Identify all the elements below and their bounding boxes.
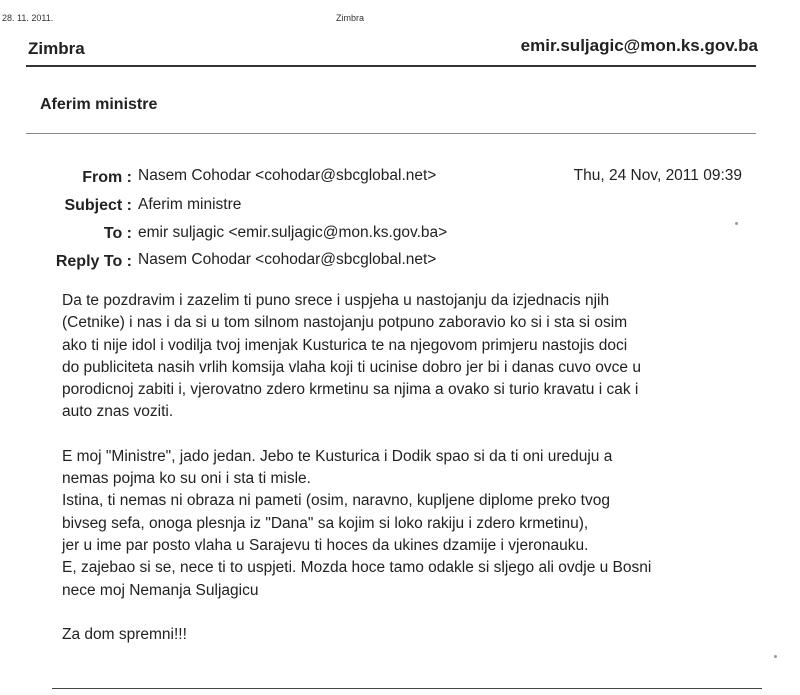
from-value[interactable]: Nasem Cohodar <cohodar@sbcglobal.net>: [138, 167, 437, 184]
body-closing: Za dom spremni!!!: [62, 625, 187, 643]
print-title: Zimbra: [336, 13, 365, 23]
from-label: From :: [82, 169, 132, 186]
body-line: Da te pozdravim i zazelim ti puno srece i uspjeha u nastojanju da izjednacis njih: [62, 292, 610, 309]
body-line: ako ti nije idol i vodilja tvoj imenjak Kusturica te na njegovom primjeru nastojis doci: [62, 336, 628, 354]
message-subject-title: Aferim ministre: [40, 96, 158, 113]
reply-to-value[interactable]: Nasem Cohodar <cohodar@sbcglobal.net>: [138, 251, 437, 268]
message-body: [62, 290, 762, 646]
to-value[interactable]: emir suljagic <emir.suljagic@mon.ks.gov.ba>: [138, 224, 448, 241]
body-line: auto znas voziti.: [62, 403, 174, 421]
footer-divider: [52, 688, 762, 689]
body-line: jer u ime par posto vlaha u Sarajevu ti hoces da ukines dzamije i vjeronauku.: [62, 536, 589, 554]
subject-divider: [26, 133, 756, 134]
message-date: Thu, 24 Nov, 2011 09:39: [573, 167, 742, 184]
scan-speck: [774, 655, 777, 658]
subject-label: Subject :: [64, 197, 132, 214]
body-line: E, zajebao si se, nece ti to uspjeti. Mozda hoce tamo odakle si sljego ali ovdje u Bosni: [62, 559, 652, 577]
body-line: do publiciteta nasih vrlih komsija vlaha koji ti ucinise dobro jer bi i danas cuvo ovce u: [62, 358, 641, 376]
body-line: E moj "Ministre", jado jedan. Jebo te Kusturica i Dodik spao si da ti oni ureduju a: [62, 447, 613, 465]
app-name: Zimbra: [28, 39, 85, 58]
body-line: nemas pojma ko su oni i sta ti misle.: [62, 470, 311, 488]
body-line: Istina, ti nemas ni obraza ni pameti (osim, naravno, kupljene diplome preko tvog: [62, 492, 610, 510]
body-line: porodicnoj zabiti i, vjerovatno zdero krmetinu sa njima a ovako si turio kravatu i cak i: [62, 381, 639, 399]
header-divider: [26, 65, 756, 67]
to-label: To :: [103, 225, 132, 242]
account-email: emir.suljagic@mon.ks.gov.ba: [520, 36, 758, 55]
print-date: 28. 11. 2011.: [2, 13, 54, 23]
body-line: nece moj Nemanja Suljagicu: [62, 581, 259, 599]
body-line: bivseg sefa, onoga plesnja iz "Dana" sa kojim si loko rakiju i zdero krmetinu),: [62, 514, 589, 532]
subject-value: Aferim ministre: [138, 196, 242, 213]
body-line: (Cetnike) i nas i da si u tom silnom nastojanju potpuno zaboravio ko si i sta si osim: [62, 314, 628, 332]
reply-to-label: Reply To :: [55, 253, 132, 270]
scan-speck: [735, 222, 738, 225]
